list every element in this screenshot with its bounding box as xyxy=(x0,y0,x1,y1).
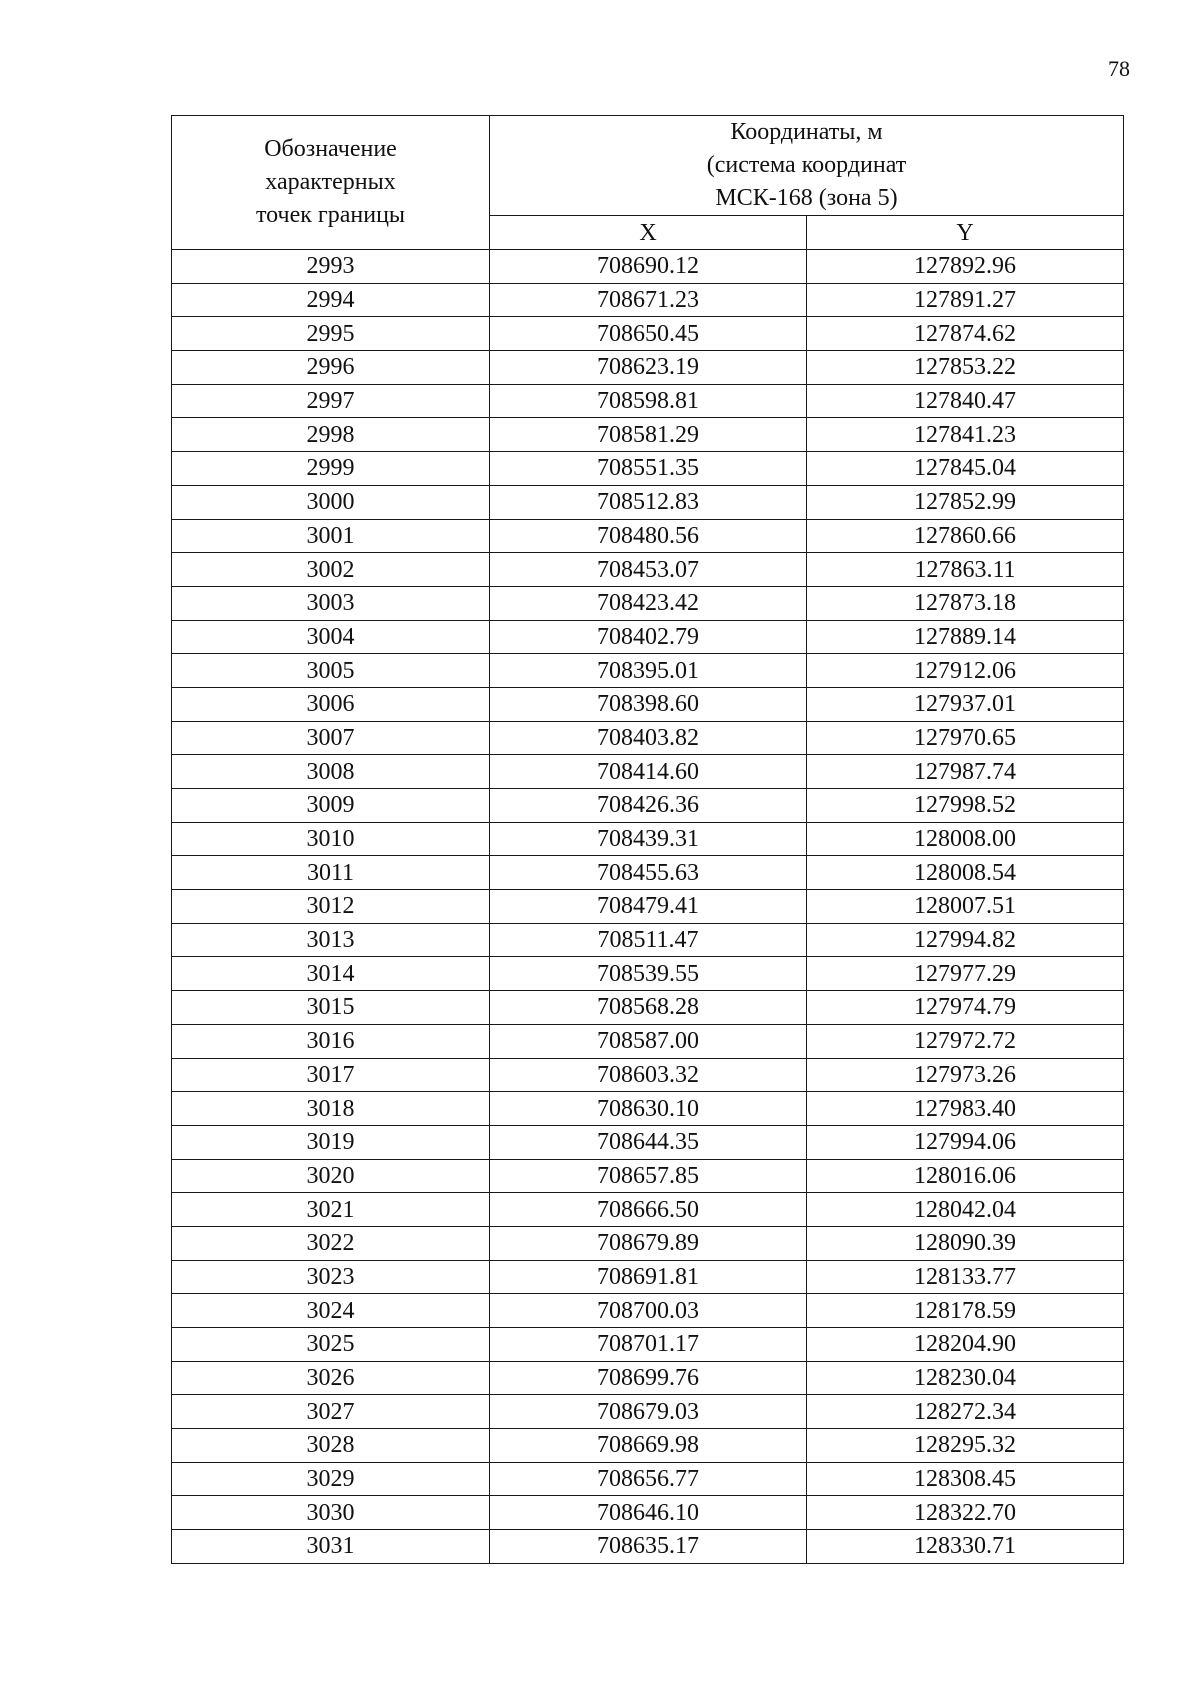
cell-point: 3012 xyxy=(172,890,490,924)
header-coordinates-line-1: Координаты, м xyxy=(730,119,883,145)
cell-y: 127873.18 xyxy=(807,586,1124,620)
cell-y: 128204.90 xyxy=(807,1328,1124,1362)
header-coordinates-line-3: МСК-168 (зона 5) xyxy=(715,185,898,211)
table-row xyxy=(172,519,1124,553)
cell-x: 708511.47 xyxy=(490,923,807,957)
cell-x: 708644.35 xyxy=(490,1125,807,1159)
cell-y: 127840.47 xyxy=(807,384,1124,418)
cell-x: 708439.31 xyxy=(490,822,807,856)
header-x: X xyxy=(490,216,807,250)
table-row xyxy=(172,654,1124,688)
cell-x: 708650.45 xyxy=(490,317,807,351)
page-number: 78 xyxy=(1108,56,1130,81)
table-row xyxy=(172,1193,1124,1227)
cell-y: 127889.14 xyxy=(807,620,1124,654)
cell-y: 127852.99 xyxy=(807,485,1124,519)
cell-point: 3000 xyxy=(172,485,490,519)
cell-point: 3010 xyxy=(172,822,490,856)
table-row xyxy=(172,1462,1124,1496)
table-row xyxy=(172,1429,1124,1463)
cell-point: 3014 xyxy=(172,957,490,991)
cell-y: 128178.59 xyxy=(807,1294,1124,1328)
cell-point: 3020 xyxy=(172,1159,490,1193)
table-row xyxy=(172,957,1124,991)
cell-point: 3004 xyxy=(172,620,490,654)
cell-x: 708691.81 xyxy=(490,1260,807,1294)
cell-y: 127974.79 xyxy=(807,991,1124,1025)
table-row xyxy=(172,1294,1124,1328)
cell-y: 127994.82 xyxy=(807,923,1124,957)
cell-x: 708679.89 xyxy=(490,1226,807,1260)
cell-x: 708581.29 xyxy=(490,418,807,452)
cell-point: 3024 xyxy=(172,1294,490,1328)
table-row xyxy=(172,856,1124,890)
cell-x: 708635.17 xyxy=(490,1530,807,1564)
table-row xyxy=(172,485,1124,519)
coordinates-table xyxy=(171,115,1124,1564)
cell-x: 708623.19 xyxy=(490,351,807,385)
cell-point: 3023 xyxy=(172,1260,490,1294)
cell-point: 3008 xyxy=(172,755,490,789)
table-row xyxy=(172,1395,1124,1429)
cell-point: 2997 xyxy=(172,384,490,418)
table-row xyxy=(172,1159,1124,1193)
cell-point: 3001 xyxy=(172,519,490,553)
cell-point: 3002 xyxy=(172,553,490,587)
table-row xyxy=(172,1125,1124,1159)
table-row xyxy=(172,1058,1124,1092)
cell-x: 708646.10 xyxy=(490,1496,807,1530)
table-row xyxy=(172,1260,1124,1294)
cell-y: 128090.39 xyxy=(807,1226,1124,1260)
cell-x: 708455.63 xyxy=(490,856,807,890)
cell-x: 708426.36 xyxy=(490,789,807,823)
cell-x: 708657.85 xyxy=(490,1159,807,1193)
cell-y: 128133.77 xyxy=(807,1260,1124,1294)
table-row xyxy=(172,283,1124,317)
cell-y: 128042.04 xyxy=(807,1193,1124,1227)
cell-y: 128008.00 xyxy=(807,822,1124,856)
header-designation-line-3: точек границы xyxy=(255,202,406,228)
cell-point: 2993 xyxy=(172,250,490,284)
cell-x: 708568.28 xyxy=(490,991,807,1025)
cell-point: 2994 xyxy=(172,283,490,317)
cell-point: 2999 xyxy=(172,452,490,486)
table-row xyxy=(172,687,1124,721)
cell-y: 128007.51 xyxy=(807,890,1124,924)
cell-x: 708700.03 xyxy=(490,1294,807,1328)
cell-y: 127983.40 xyxy=(807,1092,1124,1126)
cell-y: 127892.96 xyxy=(807,250,1124,284)
table-row xyxy=(172,923,1124,957)
header-designation-line-1: Обозначение xyxy=(264,136,397,162)
cell-point: 2996 xyxy=(172,351,490,385)
table-row xyxy=(172,890,1124,924)
cell-point: 3015 xyxy=(172,991,490,1025)
cell-point: 2998 xyxy=(172,418,490,452)
cell-x: 708666.50 xyxy=(490,1193,807,1227)
table-row xyxy=(172,250,1124,284)
cell-y: 128295.32 xyxy=(807,1429,1124,1463)
cell-y: 127874.62 xyxy=(807,317,1124,351)
cell-x: 708479.41 xyxy=(490,890,807,924)
cell-point: 3013 xyxy=(172,923,490,957)
cell-x: 708403.82 xyxy=(490,721,807,755)
cell-y: 127860.66 xyxy=(807,519,1124,553)
cell-x: 708423.42 xyxy=(490,586,807,620)
table-row xyxy=(172,721,1124,755)
table-row xyxy=(172,991,1124,1025)
cell-x: 708679.03 xyxy=(490,1395,807,1429)
cell-point: 3017 xyxy=(172,1058,490,1092)
header-y: Y xyxy=(807,216,1124,250)
cell-x: 708603.32 xyxy=(490,1058,807,1092)
header-coordinates xyxy=(490,116,1124,216)
cell-x: 708414.60 xyxy=(490,755,807,789)
cell-y: 128230.04 xyxy=(807,1361,1124,1395)
cell-x: 708701.17 xyxy=(490,1328,807,1362)
cell-y: 127977.29 xyxy=(807,957,1124,991)
cell-y: 127853.22 xyxy=(807,351,1124,385)
cell-y: 127937.01 xyxy=(807,687,1124,721)
table-row xyxy=(172,755,1124,789)
cell-y: 128330.71 xyxy=(807,1530,1124,1564)
cell-x: 708587.00 xyxy=(490,1024,807,1058)
cell-point: 2995 xyxy=(172,317,490,351)
cell-point: 3025 xyxy=(172,1328,490,1362)
cell-point: 3016 xyxy=(172,1024,490,1058)
cell-point: 3021 xyxy=(172,1193,490,1227)
cell-point: 3006 xyxy=(172,687,490,721)
cell-x: 708656.77 xyxy=(490,1462,807,1496)
cell-point: 3028 xyxy=(172,1429,490,1463)
cell-point: 3005 xyxy=(172,654,490,688)
header-designation-line-2: характерных xyxy=(265,169,396,195)
cell-point: 3011 xyxy=(172,856,490,890)
table-row xyxy=(172,1226,1124,1260)
cell-x: 708551.35 xyxy=(490,452,807,486)
cell-point: 3031 xyxy=(172,1530,490,1564)
table-row xyxy=(172,553,1124,587)
cell-x: 708630.10 xyxy=(490,1092,807,1126)
cell-y: 127972.72 xyxy=(807,1024,1124,1058)
cell-point: 3019 xyxy=(172,1125,490,1159)
cell-point: 3007 xyxy=(172,721,490,755)
table-row xyxy=(172,384,1124,418)
table-header xyxy=(172,116,1124,250)
cell-point: 3029 xyxy=(172,1462,490,1496)
cell-point: 3026 xyxy=(172,1361,490,1395)
cell-x: 708690.12 xyxy=(490,250,807,284)
table-row xyxy=(172,418,1124,452)
cell-x: 708512.83 xyxy=(490,485,807,519)
cell-x: 708395.01 xyxy=(490,654,807,688)
cell-y: 127994.06 xyxy=(807,1125,1124,1159)
table-row xyxy=(172,1496,1124,1530)
table-row xyxy=(172,1328,1124,1362)
cell-x: 708598.81 xyxy=(490,384,807,418)
cell-y: 128322.70 xyxy=(807,1496,1124,1530)
table-row xyxy=(172,1530,1124,1564)
cell-point: 3027 xyxy=(172,1395,490,1429)
table-row xyxy=(172,620,1124,654)
cell-x: 708699.76 xyxy=(490,1361,807,1395)
table-body xyxy=(172,250,1124,1564)
cell-y: 127912.06 xyxy=(807,654,1124,688)
cell-x: 708480.56 xyxy=(490,519,807,553)
cell-y: 127998.52 xyxy=(807,789,1124,823)
cell-point: 3030 xyxy=(172,1496,490,1530)
cell-point: 3009 xyxy=(172,789,490,823)
table-row xyxy=(172,1092,1124,1126)
cell-y: 128016.06 xyxy=(807,1159,1124,1193)
cell-x: 708539.55 xyxy=(490,957,807,991)
cell-x: 708398.60 xyxy=(490,687,807,721)
table-row xyxy=(172,351,1124,385)
table-row xyxy=(172,586,1124,620)
cell-y: 128272.34 xyxy=(807,1395,1124,1429)
cell-y: 127891.27 xyxy=(807,283,1124,317)
table-row xyxy=(172,452,1124,486)
table-row xyxy=(172,1024,1124,1058)
cell-y: 127863.11 xyxy=(807,553,1124,587)
cell-x: 708671.23 xyxy=(490,283,807,317)
cell-point: 3022 xyxy=(172,1226,490,1260)
cell-x: 708402.79 xyxy=(490,620,807,654)
cell-x: 708669.98 xyxy=(490,1429,807,1463)
cell-point: 3003 xyxy=(172,586,490,620)
cell-y: 127987.74 xyxy=(807,755,1124,789)
cell-y: 127841.23 xyxy=(807,418,1124,452)
cell-y: 128308.45 xyxy=(807,1462,1124,1496)
cell-y: 127845.04 xyxy=(807,452,1124,486)
cell-y: 128008.54 xyxy=(807,856,1124,890)
cell-point: 3018 xyxy=(172,1092,490,1126)
table-row xyxy=(172,317,1124,351)
table-row xyxy=(172,1361,1124,1395)
table-row xyxy=(172,789,1124,823)
cell-y: 127970.65 xyxy=(807,721,1124,755)
header-coordinates-line-2: (система координат xyxy=(706,152,907,178)
cell-x: 708453.07 xyxy=(490,553,807,587)
header-point-designation xyxy=(172,116,490,250)
cell-y: 127973.26 xyxy=(807,1058,1124,1092)
table-row xyxy=(172,822,1124,856)
